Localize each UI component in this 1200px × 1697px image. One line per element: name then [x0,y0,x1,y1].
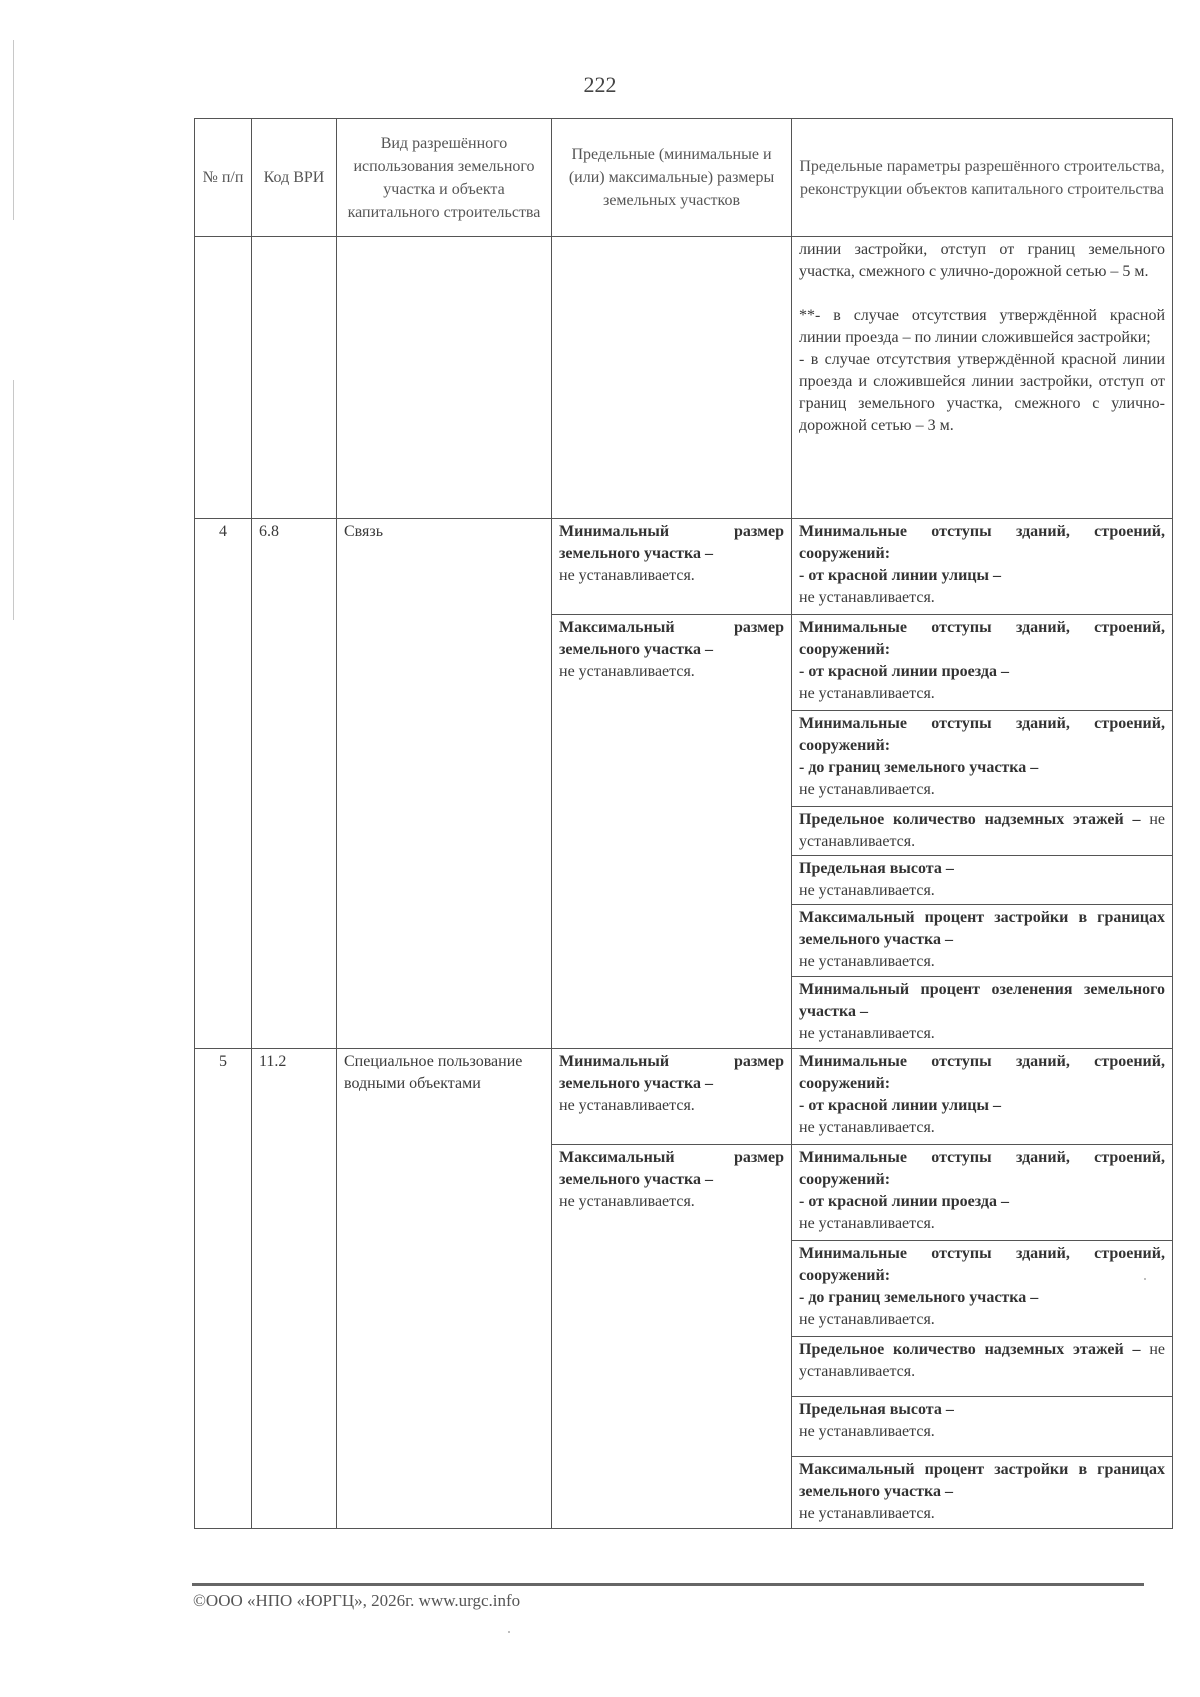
scan-speck [508,1631,510,1633]
max-size-cell [552,1145,792,1529]
param-cell [792,615,1173,711]
header-size: Предельные (минимальные и (или) максимальные) размеры земельных участков [552,119,792,237]
param-label: Минимальные отступы зданий, строений, сооружений: [799,1149,1165,1188]
param-value: не устанавливается. [799,1215,935,1232]
param-label: Минимальные отступы зданий, строений, сооружений: [799,619,1165,658]
param-value: не устанавливается. [799,1311,935,1328]
param-detail: - до границ земельного участка – [799,1289,1039,1306]
max-size-cell [552,615,792,1049]
param-value: не устанавливается. [799,1025,935,1042]
cell-empty [337,237,552,519]
table-header-row [195,119,1173,237]
param-cell [792,519,1173,615]
max-size-value: не устанавливается. [559,1193,695,1210]
continuation-text: линии застройки, отступ от границ земельного участка, смежного с улично-дорожной сетью – 5 м. [799,241,1165,280]
param-detail: - до границ земельного участка – [799,759,1039,776]
table-row [195,1049,1173,1145]
param-detail: - от красной линии проезда – [799,663,1009,680]
param-value: не устанавливается. [799,882,935,899]
header-num: № п/п [195,119,252,237]
min-size-label: Минимальный размер земельного участка – [559,523,784,562]
row-number: 5 [195,1049,252,1529]
param-detail: - от красной линии улицы – [799,1097,1001,1114]
param-cell [792,905,1173,977]
param-label: Предельная высота – [799,1401,954,1418]
min-size-cell [552,519,792,615]
scan-margin-mark [13,40,14,220]
continuation-row [195,237,1173,519]
scan-margin-mark [13,380,14,620]
max-size-label: Максимальный размер земельного участка – [559,1149,784,1188]
param-label: Предельная высота – [799,860,954,877]
row-code: 11.2 [252,1049,337,1529]
param-value: не устанавливается. [799,781,935,798]
min-size-value: не устанавливается. [559,567,695,584]
cell-empty [552,237,792,519]
row-number: 4 [195,519,252,1049]
cell-empty [195,237,252,519]
param-label: Минимальные отступы зданий, строений, сооружений: [799,1245,1165,1284]
param-label: Минимальные отступы зданий, строений, сооружений: [799,1053,1165,1092]
param-cell [792,711,1173,807]
footer-divider [192,1583,1144,1586]
param-value: не устанавливается. [799,685,935,702]
land-use-parameters-table [194,118,1173,1529]
scan-speck [1144,1278,1146,1280]
max-size-label: Максимальный размер земельного участка – [559,619,784,658]
param-value: не устанавливается. [799,811,1166,850]
param-value: не устанавливается. [799,1505,935,1522]
table-row [195,519,1173,615]
page-number: 222 [583,72,617,97]
min-size-label: Минимальный размер земельного участка – [559,1053,784,1092]
param-value: не устанавливается. [799,1119,935,1136]
param-label: Предельное количество надземных этажей – [799,811,1141,828]
param-label: Минимальные отступы зданий, строений, сооружений: [799,523,1165,562]
param-label: Максимальный процент застройки в границах земельного участка – [799,909,1165,948]
param-value: не устанавливается. [799,1423,935,1440]
cell-empty [252,237,337,519]
param-label: Минимальные отступы зданий, строений, сооружений: [799,715,1165,754]
param-label: Минимальный процент озеленения земельного участка – [799,981,1165,1020]
row-use: Специальное пользование водными объектами [337,1049,552,1529]
param-value: не устанавливается. [799,953,935,970]
continuation-text: - в случае отсутствия утверждённой красной линии проезда и сложившейся линии застройки, отступ от границ земельного участка, смежного с улично-дорожной сетью – 3 м. [799,351,1165,434]
header-use: Вид разрешённого использования земельного участка и объекта капитального строительства [337,119,552,237]
footer-copyright: ©ООО «НПО «ЮРГЦ», 2026г. www.urgc.info [193,1591,521,1610]
continuation-params-cell [792,237,1173,519]
param-cell [792,1457,1173,1529]
param-cell [792,1397,1173,1457]
param-cell [792,1049,1173,1145]
param-cell [792,1145,1173,1241]
param-value: не устанавливается. [799,589,935,606]
min-size-value: не устанавливается. [559,1097,695,1114]
header-params: Предельные параметры разрешённого строительства, реконструкции объектов капитального строительства [792,119,1173,237]
param-cell [792,977,1173,1049]
min-size-cell [552,1049,792,1145]
param-detail: - от красной линии проезда – [799,1193,1009,1210]
header-code: Код ВРИ [252,119,337,237]
param-label: Максимальный процент застройки в границах земельного участка – [799,1461,1165,1500]
param-value: не устанавливается. [799,1341,1166,1380]
param-detail: - от красной линии улицы – [799,567,1001,584]
param-cell [792,1241,1173,1337]
param-label: Предельное количество надземных этажей – [799,1341,1141,1358]
row-use: Связь [337,519,552,1049]
continuation-text: **- в случае отсутствия утверждённой красной линии проезда – по линии сложившейся застройки; [799,307,1165,346]
param-cell [792,807,1173,856]
row-code: 6.8 [252,519,337,1049]
param-cell [792,856,1173,905]
param-cell [792,1337,1173,1397]
max-size-value: не устанавливается. [559,663,695,680]
